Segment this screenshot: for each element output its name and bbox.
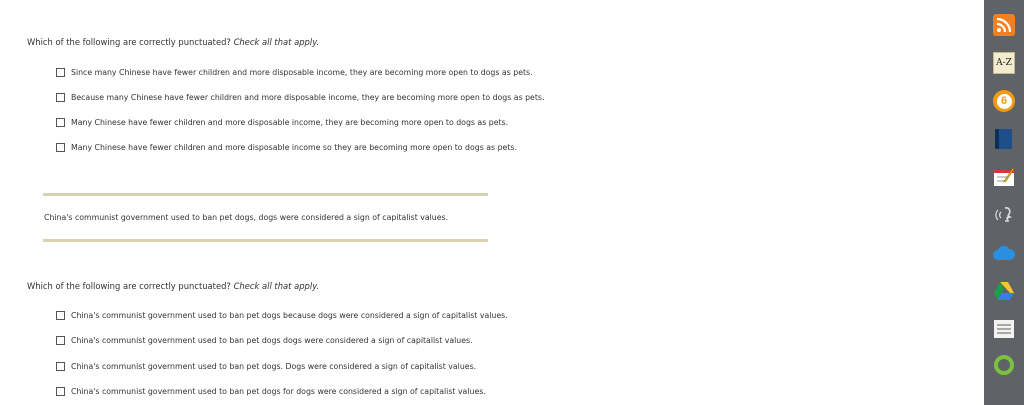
q1-choice-3[interactable]: [56, 116, 508, 128]
q1-choice-1[interactable]: [56, 66, 533, 78]
q2-choice-3[interactable]: [56, 360, 476, 372]
passage-bottom-rule: [43, 239, 488, 242]
q2-choice-2-checkbox[interactable]: [56, 336, 65, 345]
q2-choice-1[interactable]: [56, 309, 508, 321]
q1-choice-1-label: Since many Chinese have fewer children and more disposable income, they are becoming more open to dogs as pets.: [71, 67, 533, 77]
question-2-text: Which of the following are correctly punctuated?: [27, 281, 231, 291]
q1-choice-3-checkbox[interactable]: [56, 118, 65, 127]
passage-text: China's communist government used to ban pet dogs, dogs were considered a sign of capitalist values.: [44, 213, 449, 222]
q1-choice-3-label: Many Chinese have fewer children and more disposable income, they are becoming more open to dogs as pets.: [71, 117, 509, 127]
text-to-speech-icon[interactable]: [992, 203, 1016, 227]
question-1-instruction: Check all that apply.: [233, 37, 320, 47]
number-six-icon[interactable]: [992, 89, 1016, 113]
question-1-text: Which of the following are correctly punctuated?: [27, 37, 231, 47]
q1-choice-2-checkbox[interactable]: [56, 93, 65, 102]
question-2-instruction: Check all that apply.: [233, 281, 320, 291]
q1-choice-4[interactable]: [56, 141, 517, 153]
question-1-prompt: [27, 37, 319, 47]
q2-choice-4-label: China's communist government used to ban pet dogs for dogs were considered a sign of capitalist values.: [71, 386, 486, 396]
q2-choice-4[interactable]: [56, 385, 486, 397]
a-z-label: A-Z: [993, 52, 1015, 74]
q2-choice-4-checkbox[interactable]: [56, 387, 65, 396]
q1-choice-2[interactable]: [56, 91, 544, 103]
q1-choice-4-label: Many Chinese have fewer children and more disposable income so they are becoming more open to dogs as pets.: [71, 142, 517, 152]
green-ring-icon[interactable]: [992, 353, 1016, 377]
tool-sidebar: [984, 0, 1024, 405]
q2-choice-2[interactable]: [56, 334, 473, 346]
number-six-label: 6: [997, 94, 1012, 109]
q2-choice-3-checkbox[interactable]: [56, 362, 65, 371]
onedrive-cloud-icon[interactable]: [992, 241, 1016, 265]
text-document-icon[interactable]: [992, 317, 1016, 341]
q2-choice-2-label: China's communist government used to ban pet dogs dogs were considered a sign of capitalist values.: [71, 335, 473, 345]
q1-choice-2-label: Because many Chinese have fewer children and more disposable income, they are becoming more open to dogs as pets.: [71, 92, 545, 102]
book-icon[interactable]: [992, 127, 1016, 151]
question-2-prompt: [27, 281, 319, 291]
q2-choice-1-label: China's communist government used to ban pet dogs because dogs were considered a sign of capitalist values.: [71, 310, 508, 320]
rss-icon[interactable]: [992, 13, 1016, 37]
notepad-pencil-icon[interactable]: [992, 165, 1016, 189]
passage-top-rule: [43, 193, 488, 196]
q1-choice-4-checkbox[interactable]: [56, 143, 65, 152]
a-z-dictionary-icon[interactable]: [992, 51, 1016, 75]
q2-choice-1-checkbox[interactable]: [56, 311, 65, 320]
q2-choice-3-label: China's communist government used to ban pet dogs. Dogs were considered a sign of capitalist values.: [71, 361, 477, 371]
google-drive-icon[interactable]: [992, 279, 1016, 303]
q1-choice-1-checkbox[interactable]: [56, 68, 65, 77]
